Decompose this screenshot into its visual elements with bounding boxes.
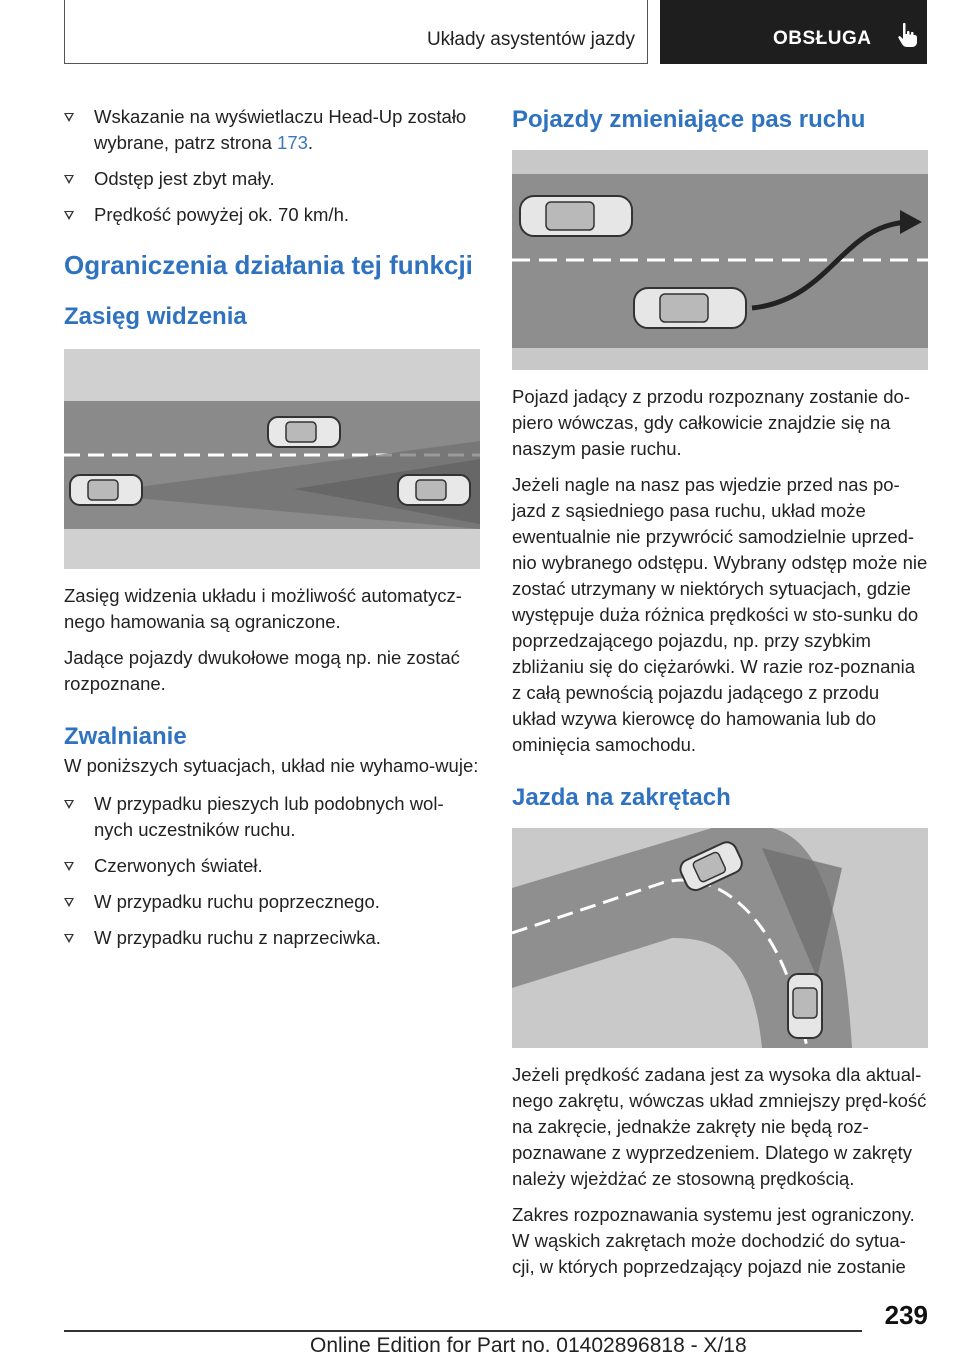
list-item: Prędkość powyżej ok. 70 km/h. — [64, 202, 480, 228]
page-reference-link[interactable]: 173 — [277, 132, 308, 153]
triangle-bullet-icon — [64, 113, 74, 122]
list-item: W przypadku ruchu z naprzeciwka. — [64, 925, 480, 951]
heading-curves: Jazda na zakrętach — [512, 784, 731, 811]
triangle-bullet-icon — [64, 898, 74, 907]
edition-text: Online Edition for Part no. 01402896818 - X/18 — [310, 1334, 747, 1357]
own-car-icon — [788, 974, 822, 1038]
hand-pointer-icon — [897, 22, 919, 48]
list-item: W przypadku pieszych lub podobnych wol-nych uczestników ruchu. — [64, 791, 480, 843]
header-frame — [64, 0, 648, 64]
triangle-bullet-icon — [64, 800, 74, 809]
car-icon — [520, 196, 632, 236]
chapter-tab — [660, 0, 927, 64]
list-item: Czerwonych świateł. — [64, 853, 480, 879]
list-item: Odstęp jest zbyt mały. — [64, 166, 480, 192]
own-car-icon — [70, 475, 142, 505]
range-paragraph-1: Zasięg widzenia układu i możliwość automatycz-nego hamowania są ograniczone. — [64, 585, 462, 632]
triangle-bullet-icon — [64, 862, 74, 871]
curves-paragraph-1: Jeżeli prędkość zadana jest za wysoka dla aktual-nego zakrętu, wówczas układ zmniejszy pręd-kość na zakręcie, jednakże zakręty nie będą roz-poznawane z wyprzedzeniem. Dlatego w zakręty należy wjeżdżać ze stosowną prędkością. — [512, 1064, 927, 1189]
chapter-title: OBSŁUGA — [773, 28, 872, 49]
heading-brake: Zwalnianie — [64, 723, 187, 750]
curves-paragraph-2: Zakres rozpoznawania systemu jest ograniczony. W wąskich zakrętach może dochodzić do sytua-cji, w których poprzedzający pojazd nie zostanie — [512, 1204, 915, 1277]
heading-range: Zasięg widzenia — [64, 303, 247, 330]
lane-change-illustration — [512, 150, 928, 370]
list-item: Wskazanie na wyświetlaczu Head-Up zostało wybrane, patrz strona 173. — [64, 104, 480, 156]
range-paragraph-2: Jadące pojazdy dwukołowe mogą np. nie zostać rozpoznane. — [64, 647, 460, 694]
car-icon — [268, 417, 340, 447]
curve-illustration — [512, 828, 928, 1048]
range-illustration — [64, 349, 480, 569]
lane-paragraph-1: Pojazd jadący z przodu rozpoznany zostanie do-piero wówczas, gdy całkowicie znajdzie się na naszym pasie ruchu. — [512, 386, 910, 459]
right-column — [512, 100, 928, 1280]
footer-divider — [64, 1330, 862, 1332]
triangle-bullet-icon — [64, 934, 74, 943]
car-icon — [398, 475, 470, 505]
brake-intro: W poniższych sytuacjach, układ nie wyhamo-wuje: — [64, 755, 479, 776]
lane-paragraph-2: Jeżeli nagle na nasz pas wjedzie przed nas po-jazd z sąsiedniego pasa ruchu, układ może ewentualnie nie przywrócić samodzielnie uprzed-nio wybranego odstępu. Wybrany odstęp może nie zostać utrzymany w niektórych sytuacjach, gdzie występuje duża różnica prędkości w sto-sunku do poprzedzającego pojazdu, np. przy szybkim zbliżaniu się do ciężarówki. W razie roz-poznania z całą pewnością pojazdu jadącego z przodu układ wzywa kierowcę do hamowania lub do ominięcia samochodu. — [512, 474, 928, 755]
section-title: Układy asystentów jazdy — [426, 29, 635, 50]
list-item: W przypadku ruchu poprzecznego. — [64, 889, 480, 915]
triangle-bullet-icon — [64, 211, 74, 220]
page-number: 239 — [884, 1300, 928, 1330]
own-car-icon — [634, 288, 746, 328]
left-column — [64, 100, 480, 951]
heading-limits: Ograniczenia działania tej funkcji — [64, 250, 473, 280]
heading-lane-change: Pojazdy zmieniające pas ruchu — [512, 106, 866, 133]
triangle-bullet-icon — [64, 175, 74, 184]
